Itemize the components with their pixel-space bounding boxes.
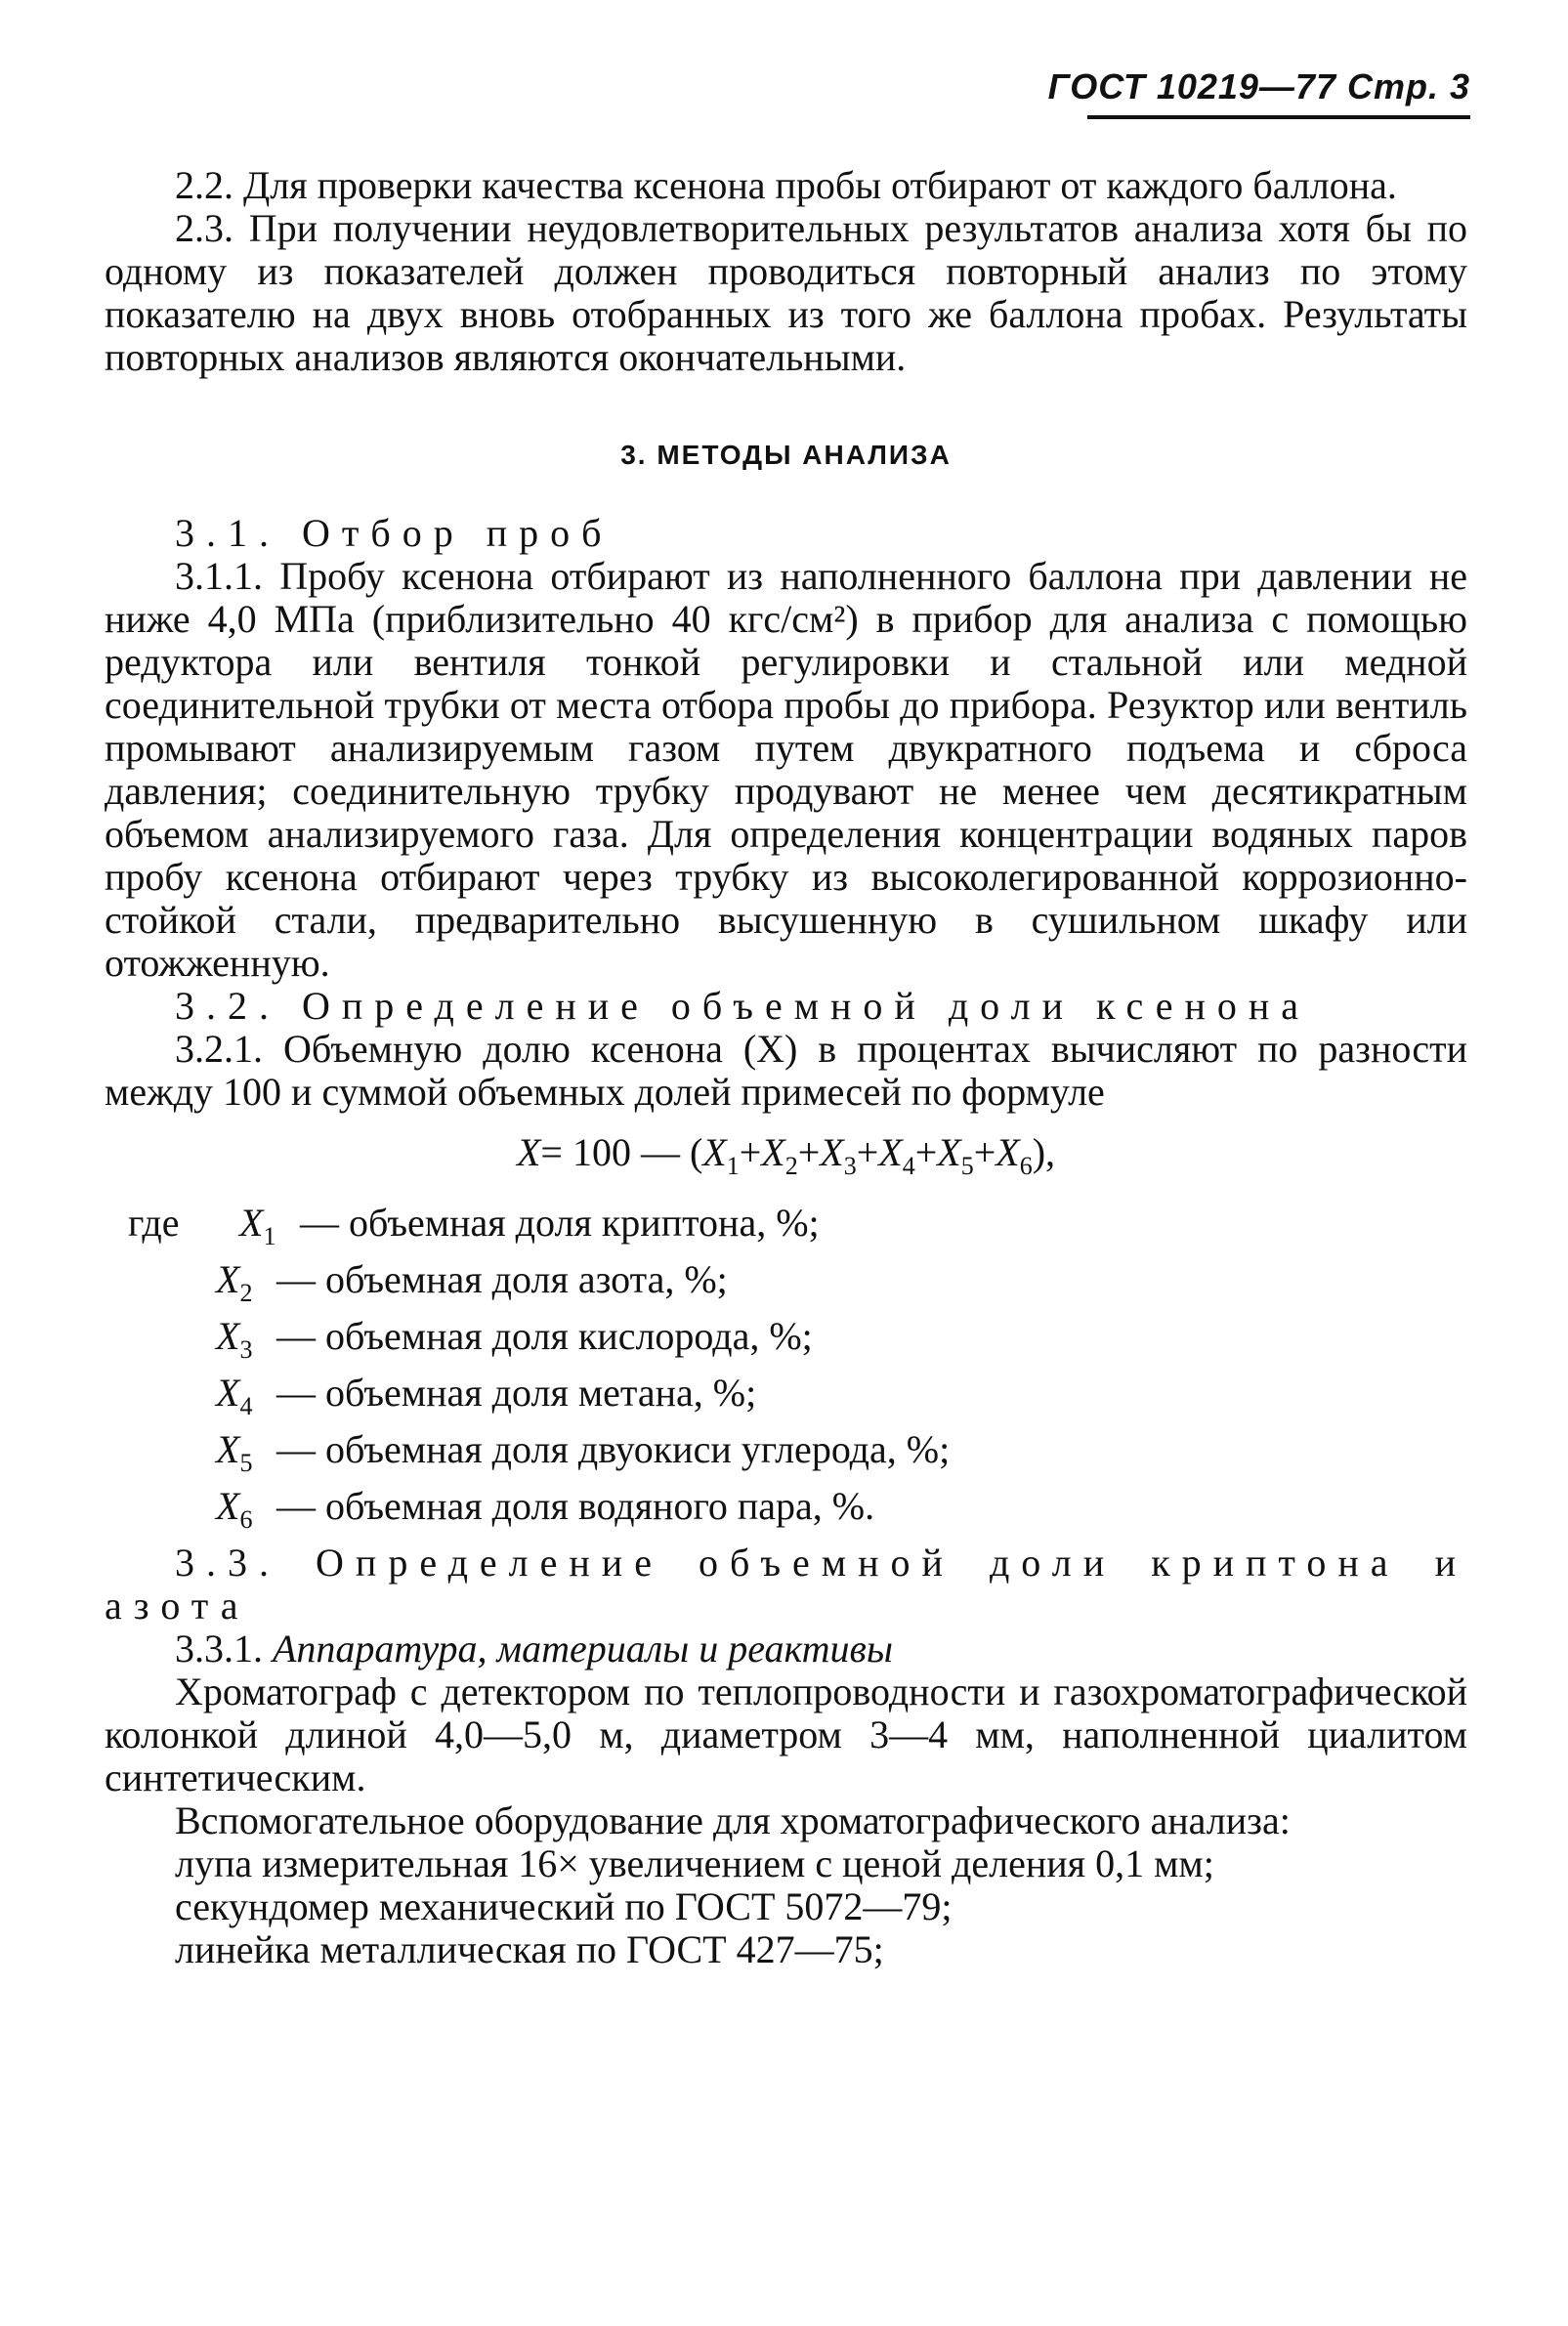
formula-sub: 1 — [726, 1152, 740, 1180]
legend-text: — объемная доля кислорода, %; — [276, 1314, 813, 1358]
legend-text: — объемная доля водяного пара, %. — [276, 1484, 875, 1528]
formula-legend — [105, 1202, 1467, 1542]
paragraph-chromatograph: Хроматограф с детектором по теплопроводности и газохроматографической колонкой длиной 4,0—5,0 м, диаметром 3—4 мм, наполненной циалитом синтетическим. — [105, 1670, 1467, 1799]
legend-text: — объемная доля азота, %; — [276, 1257, 728, 1301]
section-heading: 3. МЕТОДЫ АНАЛИЗА — [620, 440, 952, 470]
formula-term: X — [702, 1130, 727, 1174]
paragraph-aux-equipment: Вспомогательное оборудование для хроматографического анализа: — [175, 1798, 1291, 1842]
formula-sub: 5 — [960, 1152, 974, 1180]
header-rule — [1087, 115, 1470, 119]
formula-term: X — [937, 1130, 961, 1174]
legend-text: — объемная доля криптона, %; — [300, 1201, 820, 1245]
legend-symbol: $X_1$ — [239, 1201, 276, 1250]
legend-row — [105, 1202, 1467, 1258]
paragraph-3-2-1: 3.2.1. Объемную долю ксенона (X) в процентах вычисляют по разности между 100 и суммой объемных долей примесей по формуле — [105, 1027, 1467, 1114]
equipment-item: секундомер механический по ГОСТ 5072—79; — [175, 1884, 953, 1928]
legend-symbol: $X_3$ — [216, 1314, 253, 1364]
paragraph-2-3: 2.3. При получении неудовлетворительных результатов анализа хотя бы по одному из показателей должен проводиться повторный анализ по этому показателю на двух вновь отобранных из того же баллона пробах. Результаты повторных анализов являются окончательными. — [105, 206, 1467, 379]
legend-text: — объемная доля метана, %; — [276, 1371, 757, 1415]
formula-term: X — [878, 1130, 903, 1174]
legend-row — [105, 1315, 1467, 1372]
legend-symbol: $X_2$ — [216, 1257, 253, 1307]
legend-row — [105, 1258, 1467, 1315]
formula-sub: 4 — [902, 1152, 915, 1180]
formula-eq: = 100 — ( — [540, 1130, 703, 1174]
formula: X= 100 — $(X_1+X_2+X_3+X_4+X_5+X_6)$, — [516, 1130, 1056, 1180]
equipment-item: лупа измерительная 16× увеличением с ценой деления 0,1 мм; — [175, 1841, 1214, 1885]
formula-term: X — [820, 1130, 844, 1174]
legend-symbol: $X_4$ — [216, 1371, 253, 1420]
formula-term: X — [761, 1130, 785, 1174]
legend-row — [105, 1372, 1467, 1428]
paragraph-2-2: 2.2. Для проверки качества ксенона пробы отбирают от каждого баллона. — [175, 163, 1397, 207]
formula-tail: ), — [1032, 1130, 1056, 1174]
document-body — [105, 164, 1467, 1971]
subsection-3-3-title: 3.3. Определение объемной доли криптона и азота — [105, 1541, 1467, 1628]
subsection-3-3-1-title: 3.3.1. Аппаратура, материалы и реактивы — [175, 1627, 893, 1670]
formula-term: X — [996, 1130, 1020, 1174]
subsection-3-2-title: 3.2. Определение объемной доли ксенона — [175, 984, 1311, 1028]
legend-symbol: $X_5$ — [216, 1427, 253, 1477]
legend-text: — объемная доля двуокиси углерода, %; — [276, 1427, 951, 1471]
formula-sub: 6 — [1019, 1152, 1033, 1180]
legend-row — [105, 1485, 1467, 1542]
formula-lhs: X — [516, 1130, 541, 1174]
paragraph-3-1-1: 3.1.1. Пробу ксенона отбирают из наполненного баллона при давлении не ниже 4,0 МПа (приблизительно 40 кгс/см²) в прибор для анализа с помощью редуктора или вентиля тонкой регулировки и стальной или медной соединительной трубки от места отбора пробы до прибора. Резуктор или вентиль промывают анализируемым газом путем двукратного подъема и сброса давления; соединительную трубку продувают не менее чем десятикратным объемом анализируемого газа. Для определения концентрации водяных паров пробу ксенона отбирают через трубку из высоколегированной коррозионно-стойкой стали, предварительно высушенную в сушильном шкафу или отожженную. — [105, 554, 1467, 985]
legend-row — [105, 1428, 1467, 1485]
formula-sub: 2 — [784, 1152, 798, 1180]
subsection-3-1-title: 3.1. Отбор проб — [175, 511, 614, 555]
legend-symbol: $X_6$ — [216, 1484, 253, 1534]
page-header: ГОСТ 10219—77 Стр. 3 — [1047, 66, 1470, 106]
equipment-item: линейка металлическая по ГОСТ 427—75; — [175, 1927, 884, 1971]
legend-lead: где — [128, 1201, 180, 1245]
subsection-3-3-1-italic: Аппаратура, материалы и реактивы — [273, 1627, 893, 1670]
formula-sub: 3 — [843, 1152, 857, 1180]
